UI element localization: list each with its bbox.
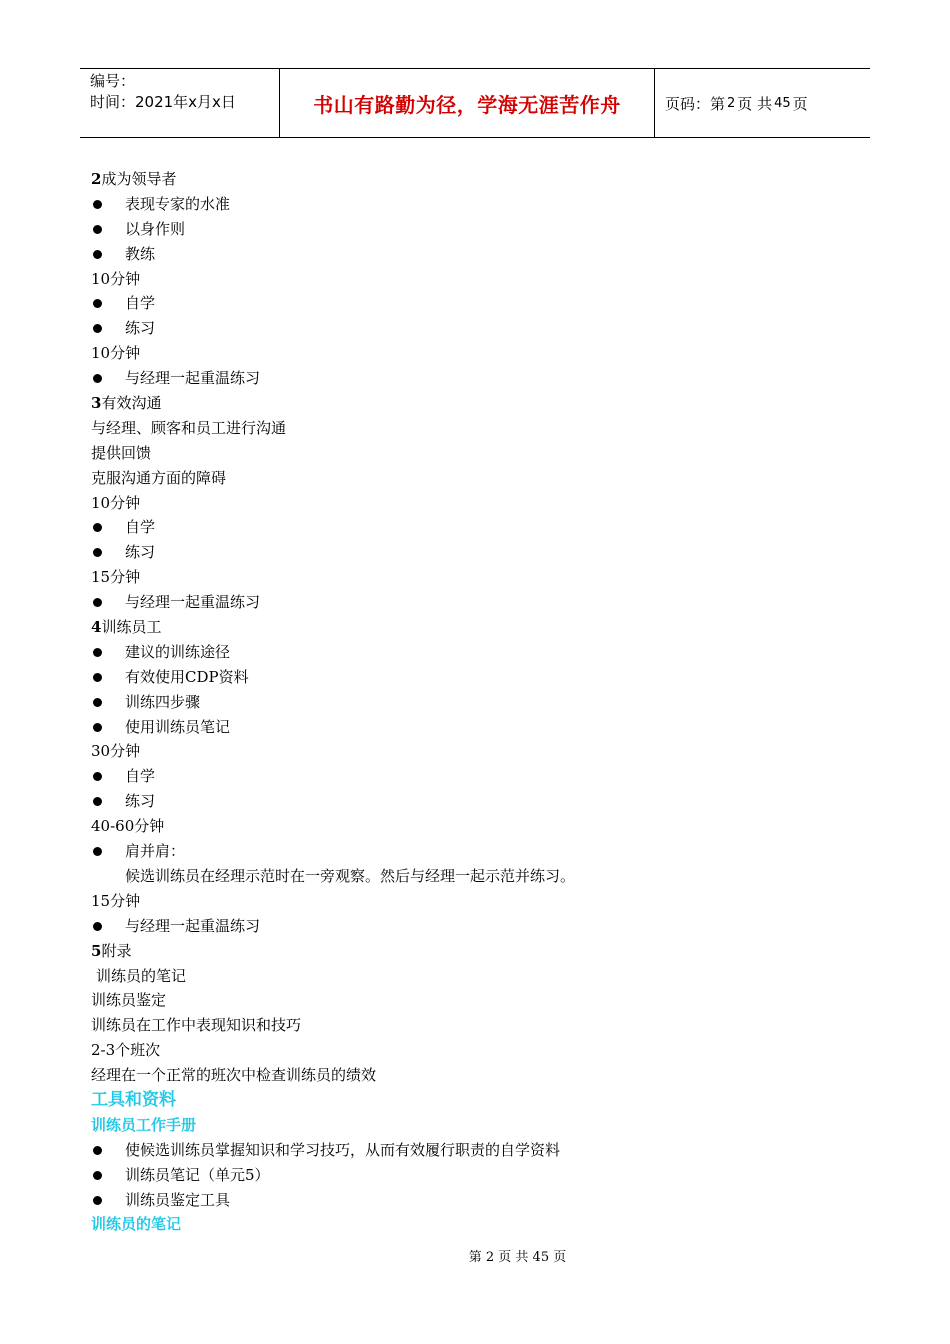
- section-title: 附录: [101, 941, 132, 960]
- bullet-item: 使用训练员笔记: [91, 715, 871, 740]
- bullet-item: 自学: [91, 764, 871, 789]
- body-text: 经理在一个正常的班次中检查训练员的绩效: [91, 1066, 377, 1085]
- body-text: 10分钟: [91, 493, 141, 512]
- bullet-item: 训练员笔记（单元5）: [91, 1163, 871, 1188]
- bullet-item: 与经理一起重温练习: [91, 366, 871, 391]
- body-text: 与经理、顾客和员工进行沟通: [91, 418, 287, 437]
- bullet-item: 与经理一起重温练习: [91, 914, 871, 939]
- section-heading: [91, 391, 871, 416]
- bullet-item: 训练员鉴定工具: [91, 1188, 871, 1213]
- header-motto: 书山有路勤为径，学海无涯苦作舟: [280, 69, 655, 137]
- bullet-item: 自学: [91, 291, 871, 316]
- bullet-item: 练习: [91, 316, 871, 341]
- header-meta: [80, 69, 280, 137]
- body-text: 30分钟: [91, 742, 141, 761]
- subheading: 训练员工作手册: [91, 1115, 197, 1134]
- subheading-large: 工具和资料: [91, 1089, 176, 1110]
- section-number: 5: [91, 941, 102, 960]
- body-text: 训练员的笔记: [96, 966, 187, 985]
- bullet-item: 与经理一起重温练习: [91, 590, 871, 615]
- page-mid: 页 共: [737, 94, 773, 113]
- bullet-item: 练习: [91, 789, 871, 814]
- document-body: [91, 167, 871, 1237]
- body-text: 10分钟: [91, 269, 141, 288]
- bullet-item: 练习: [91, 540, 871, 565]
- bullet-item: 训练四步骤: [91, 690, 871, 715]
- bullet-item: 建议的训练途径: [91, 640, 871, 665]
- body-text: 15分钟: [91, 568, 141, 587]
- section-heading: [91, 615, 871, 640]
- document-time: 时间：2021年x月x日: [90, 93, 236, 111]
- section-heading: [91, 939, 871, 964]
- bullet-item: 表现专家的水准: [91, 192, 871, 217]
- page-header: [80, 68, 870, 138]
- bullet-item: 使候选训练员掌握知识和学习技巧，从而有效履行职责的自学资料: [91, 1138, 871, 1163]
- body-text: 提供回馈: [91, 443, 152, 462]
- page-suffix: 页: [792, 94, 808, 113]
- body-text: 10分钟: [91, 344, 141, 363]
- section-title: 成为领导者: [101, 170, 177, 188]
- document-number-label: 编号：: [90, 72, 136, 90]
- body-text: 15分钟: [91, 891, 141, 910]
- body-text: 2-3个班次: [91, 1041, 161, 1060]
- subheading: 训练员的笔记: [91, 1215, 182, 1234]
- body-text: 克服沟通方面的障碍: [91, 468, 227, 487]
- page-footer: 第 2 页 共 45 页: [468, 1250, 567, 1265]
- section-title: 训练员工: [101, 618, 162, 637]
- bullet-item: 以身作则: [91, 217, 871, 242]
- body-text: 训练员在工作中表现知识和技巧: [91, 1016, 302, 1035]
- bullet-item: 肩并肩：: [91, 839, 871, 864]
- body-text: 训练员鉴定: [91, 991, 167, 1010]
- bullet-item: 有效使用CDP资料: [91, 665, 871, 690]
- page-total: 45: [774, 95, 791, 111]
- section-number: 4: [91, 618, 102, 637]
- page-prefix: 页码：第: [665, 94, 726, 113]
- section-number: 2: [91, 170, 102, 188]
- header-page-info: [655, 69, 870, 137]
- section-number: 3: [91, 394, 102, 413]
- page-number: 2: [727, 95, 736, 111]
- bullet-item: 教练: [91, 242, 871, 267]
- body-text: 40-60分钟: [91, 817, 165, 836]
- section-title: 有效沟通: [101, 394, 162, 413]
- section-heading: [91, 167, 871, 192]
- indented-text: 候选训练员在经理示范时在一旁观察。然后与经理一起示范并练习。: [125, 866, 576, 885]
- bullet-item: 自学: [91, 515, 871, 540]
